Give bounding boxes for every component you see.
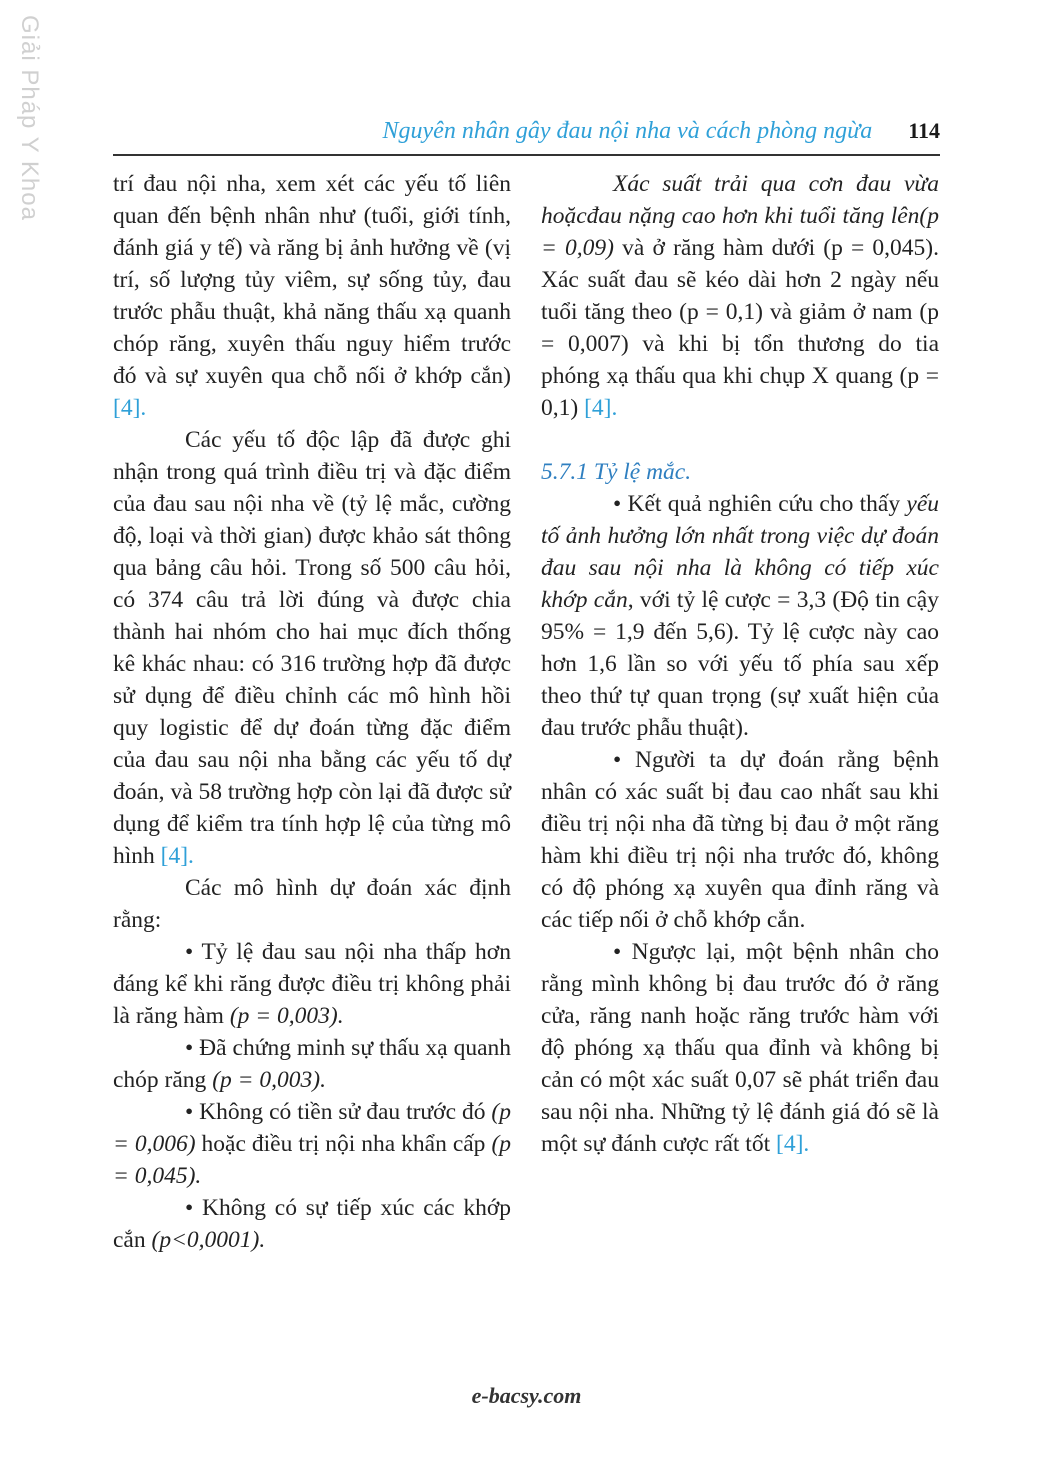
bullet-text: , với tỷ lệ cược = 3,3 (Độ tin cậy 95% = 1,9 đến 5,6). Tỷ lệ cược này cao hơn 1,6 lần so với yếu tố phía sau xếp theo thứ tự quan trọng (sự xuất hiện của đau trước phẫu thuật). [541,587,939,741]
p-value: (p = 0,045). [113,1131,512,1189]
citation-link[interactable]: [4]. [113,395,147,421]
paragraph-text: và ở răng hàm dưới (p = 0,045). Xác suất đau sẽ kéo dài hơn 2 ngày nếu tuổi tăng theo (p = 0,1) và giảm ở nam (p = 0,007) và khi bị tổn thương do tia phóng xạ thấu qua khi chụp X quang (p = 0,1) [541,235,940,421]
bullet-text: • Người ta dự đoán rằng bệnh nhân có xác suất bị đau cao nhất sau khi điều trị nội nha đã từng bị đau ở một răng hàm khi điều trị nội nha trước đó, không có độ phóng xạ xuyên qua đỉnh răng và các tiếp nối ở chỗ khớp cắn. [541,747,939,933]
paragraph-italic-text: Xác suất trải qua cơn đau vừa hoặcđau nặng cao hơn khi tuổi tăng lên(p = 0,09) [541,171,939,261]
bullet-text: • Tỷ lệ đau sau nội nha thấp hơn đáng kể khi răng được điều trị không phải là răng hàm [113,939,511,1029]
bullet-item [541,488,939,744]
bullet-text: • Kết quả nghiên cứu cho thấy [613,491,901,517]
paragraph-text: Các mô hình dự đoán xác định rằng: [113,875,511,933]
paragraph [113,424,511,872]
bullet-text: • Ngược lại, một bệnh nhân cho rằng mình không bị đau trước đó ở răng cửa, răng nanh hoặc răng trước hàm với độ phóng xạ thấu qua đỉnh và không bị cản có một xác suất 0,07 sẽ phát triển đau sau nội nha. Những tỷ lệ đánh giá đó sẽ là một sự đánh cược rất tốt [541,939,939,1157]
footer-site-name: e-bacsy.com [471,1383,582,1408]
page-number: 114 [908,118,940,143]
left-column [113,168,511,1256]
running-header-title: Nguyên nhân gây đau nội nha và cách phòng ngừa [382,117,873,144]
bullet-item [113,1096,511,1192]
citation-link[interactable]: [4]. [776,1131,810,1157]
p-value: (p = 0,006) [113,1099,511,1157]
bullet-text: hoặc điều trị nội nha khẩn cấp [201,1131,486,1157]
section-heading: 5.7.1 Tỷ lệ mắc. [541,459,692,485]
paragraph-text: Các yếu tố độc lập đã được ghi nhận trong quá trình điều trị và đặc điểm của đau sau nội nha về (tỷ lệ mắc, cường độ, loại và thời gian) được khảo sát thông qua bảng câu hỏi. Trong số 500 câu hỏi, có 374 câu trả lời đúng và được chia thành hai nhóm cho hai mục đích thống kê khác nhau: có 316 trường hợp đã được sử dụng để điều chỉnh các mô hình hồi quy logistic để dự đoán từng đặc điểm của đau sau nội nha bằng các yếu tố dự đoán, và 58 trường hợp còn lại đã được sử dụng để kiểm tra tính hợp lệ của từng mô hình [113,427,511,869]
bullet-italic-text: yếu tố ảnh hưởng lớn nhất trong việc dự đoán đau sau nội nha là không có tiếp xúc khớp cắn [541,491,940,613]
header-rule [113,154,940,156]
citation-link[interactable]: [4]. [584,395,618,421]
p-value: (p<0,0001). [151,1227,266,1253]
p-value: (p = 0,003). [229,1003,344,1029]
side-watermark: Giải Pháp Y Khoa [16,15,43,221]
paragraph [113,168,511,424]
citation-link[interactable]: [4]. [160,843,194,869]
bullet-item [113,936,511,1032]
paragraph-text: trí đau nội nha, xem xét các yếu tố liên quan đến bệnh nhân như (tuổi, giới tính, đánh giá y tế) và răng bị ảnh hưởng về (vị trí, số lượng tủy viêm, sự sống tủy, đau trước phẫu thuật, khả năng thấu xạ quanh chóp răng, xuyên thấu nguy hiểm trước đó và sự xuyên qua chỗ nối ở khớp cắn) [113,171,511,389]
spacer [541,424,939,456]
bullet-text: • Không có tiền sử đau trước đó [185,1099,486,1125]
paragraph [113,872,511,936]
right-column [541,168,939,1160]
bullet-text: • Không có sự tiếp xúc các khớp cắn [113,1195,511,1253]
bullet-item [541,744,939,936]
bullet-item [113,1032,511,1096]
bullet-item [113,1192,511,1256]
p-value: (p = 0,003). [212,1067,326,1093]
bullet-item [541,936,939,1160]
bullet-text: • Đã chứng minh sự thấu xạ quanh chóp răng [113,1035,511,1093]
paragraph [541,168,939,424]
running-header [113,110,940,152]
